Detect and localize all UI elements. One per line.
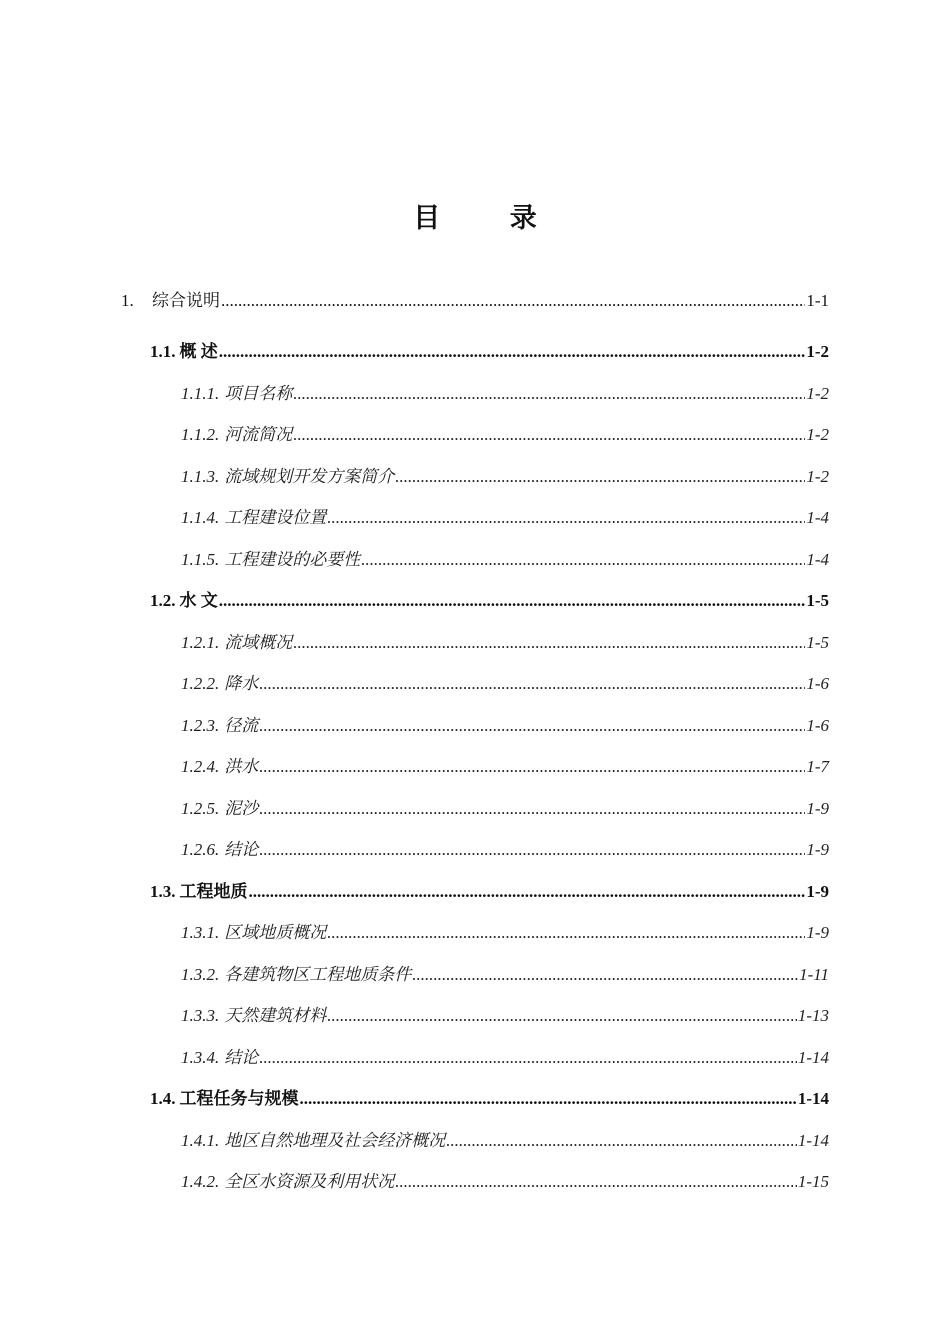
toc-entry-level-3[interactable]	[181, 964, 829, 986]
toc-entry-level-3[interactable]	[181, 1171, 829, 1193]
toc-entry-label: 结论	[224, 840, 259, 859]
toc-entry-number: 1.4.2.	[181, 1172, 220, 1191]
toc-entry-number: 1.2.6.	[181, 840, 220, 859]
toc-entry-level-2[interactable]	[150, 1088, 829, 1110]
toc-dot-leader	[293, 383, 805, 405]
toc-entry-level-3[interactable]	[181, 922, 829, 944]
toc-entry-label: 区域地质概况	[224, 923, 327, 942]
toc-entry-page-number: 1-6	[806, 674, 829, 693]
toc-entry-number: 1.1.1.	[181, 383, 220, 403]
title-char-1: 目	[413, 203, 441, 234]
toc-entry-level-3[interactable]	[181, 798, 829, 820]
toc-dot-leader	[446, 1130, 797, 1152]
toc-entry-label: 工程建设的必要性	[224, 549, 361, 569]
toc-entry-page-number: 1-2	[806, 342, 829, 361]
toc-entry-number: 1.3.	[150, 881, 176, 901]
toc-entry-number: 1.3.1.	[181, 923, 220, 942]
toc-dot-leader	[327, 922, 805, 944]
toc-entry-page-number: 1-7	[806, 757, 829, 776]
toc-entry-label: 概 述	[179, 342, 218, 361]
toc-entry-page-number: 1-9	[806, 923, 829, 942]
toc-entry-number: 1.2.3.	[181, 715, 220, 735]
toc-entry-label: 工程建设位置	[224, 508, 327, 527]
toc-entry-level-3[interactable]	[181, 424, 829, 446]
toc-entry-number: 1.4.	[150, 1089, 176, 1108]
toc-entry-level-2[interactable]	[150, 341, 829, 363]
toc-entry-level-3[interactable]	[181, 756, 829, 778]
toc-entry-page-number: 1-5	[806, 591, 829, 610]
toc-entry-number: 1.3.2.	[181, 964, 220, 984]
toc-entry-page-number: 1-6	[806, 715, 829, 735]
toc-entry-label: 水 文	[179, 591, 218, 610]
toc-entry-level-1[interactable]	[121, 290, 829, 312]
toc-dot-leader	[327, 1005, 797, 1027]
toc-entry-label: 结论	[224, 1047, 259, 1067]
toc-dot-leader	[395, 466, 805, 488]
toc-entry-number: 1.1.3.	[181, 466, 220, 486]
toc-dot-leader	[327, 507, 805, 529]
toc-entry-level-3[interactable]	[181, 383, 829, 405]
toc-entry-page-number: 1-9	[806, 840, 829, 859]
toc-entry-number: 1.3.3.	[181, 1006, 220, 1025]
toc-entry-label: 降水	[224, 674, 259, 693]
toc-dot-leader	[361, 549, 805, 571]
toc-entry-label: 天然建筑材料	[224, 1006, 327, 1025]
toc-entry-number: 1.2.	[150, 591, 176, 610]
toc-entry-number: 1.1.5.	[181, 549, 220, 569]
toc-dot-leader	[395, 1171, 797, 1193]
toc-entry-page-number: 1-13	[797, 1006, 829, 1025]
toc-entry-label: 综合说明	[152, 291, 220, 310]
toc-entry-page-number: 1-4	[806, 549, 829, 569]
toc-entry-page-number: 1-9	[806, 798, 829, 818]
toc-entry-label: 项目名称	[224, 383, 293, 403]
toc-entry-label: 工程任务与规模	[179, 1089, 299, 1108]
toc-entry-label: 泥沙	[224, 798, 259, 818]
toc-entry-label: 地区自然地理及社会经济概况	[224, 1130, 446, 1150]
toc-entry-level-3[interactable]	[181, 1130, 829, 1152]
toc-entry-level-3[interactable]	[181, 1047, 829, 1069]
toc-entry-label: 洪水	[224, 757, 259, 776]
toc-entry-label: 径流	[224, 715, 259, 735]
toc-entry-number: 1.	[121, 291, 134, 310]
toc-entry-label: 工程地质	[179, 881, 248, 901]
toc-entry-number: 1.1.	[150, 342, 176, 361]
toc-entry-page-number: 1-14	[797, 1089, 829, 1108]
toc-dot-leader	[259, 756, 805, 778]
toc-entry-page-number: 1-4	[806, 508, 829, 527]
toc-entry-page-number: 1-9	[806, 881, 829, 901]
toc-entry-label: 全区水资源及利用状况	[224, 1172, 395, 1191]
toc-entry-number: 1.4.1.	[181, 1130, 220, 1150]
toc-dot-leader	[259, 1047, 797, 1069]
toc-entry-label: 河流简况	[224, 425, 293, 444]
toc-dot-leader	[259, 798, 805, 820]
toc-entry-level-3[interactable]	[181, 715, 829, 737]
page-title	[0, 196, 950, 235]
toc-dot-leader	[293, 424, 805, 446]
toc-entry-page-number: 1-2	[806, 425, 829, 444]
toc-entry-level-3[interactable]	[181, 549, 829, 571]
toc-entry-level-3[interactable]	[181, 1005, 829, 1027]
toc-entry-number: 1.2.5.	[181, 798, 220, 818]
toc-entry-label: 流域规划开发方案简介	[224, 466, 395, 486]
toc-entry-page-number: 1-5	[806, 632, 829, 652]
toc-dot-leader	[412, 964, 798, 986]
toc-dot-leader	[293, 632, 805, 654]
toc-entry-page-number: 1-11	[799, 964, 829, 984]
toc-dot-leader	[219, 341, 806, 363]
toc-dot-leader	[259, 673, 805, 695]
toc-entry-page-number: 1-2	[806, 383, 829, 403]
toc-entry-label: 各建筑物区工程地质条件	[224, 964, 412, 984]
toc-entry-level-3[interactable]	[181, 507, 829, 529]
toc-entry-page-number: 1-14	[797, 1130, 829, 1150]
toc-entry-page-number: 1-2	[806, 466, 829, 486]
toc-dot-leader	[219, 590, 806, 612]
toc-entry-level-3[interactable]	[181, 466, 829, 488]
toc-entry-number: 1.2.1.	[181, 632, 220, 652]
toc-dot-leader	[259, 839, 805, 861]
toc-entry-level-3[interactable]	[181, 673, 829, 695]
toc-dot-leader	[259, 715, 805, 737]
toc-entry-page-number: 1-14	[797, 1047, 829, 1067]
toc-entry-page-number: 1-1	[806, 291, 829, 310]
toc-entry-number: 1.1.2.	[181, 425, 220, 444]
toc-entry-label: 流域概况	[224, 632, 293, 652]
title-char-2: 录	[509, 203, 537, 234]
toc-entry-number: 1.1.4.	[181, 508, 220, 527]
toc-entry-page-number: 1-15	[797, 1172, 829, 1191]
toc-entry-level-2[interactable]	[150, 590, 829, 612]
toc-dot-leader	[300, 1088, 797, 1110]
toc-entry-level-2[interactable]	[150, 881, 829, 903]
toc-entry-number: 1.2.4.	[181, 757, 220, 776]
toc-entry-level-3[interactable]	[181, 839, 829, 861]
toc-entry-level-3[interactable]	[181, 632, 829, 654]
toc-dot-leader	[221, 290, 805, 312]
toc-entry-number: 1.3.4.	[181, 1047, 220, 1067]
toc-dot-leader	[249, 881, 806, 903]
toc-entry-number: 1.2.2.	[181, 674, 220, 693]
